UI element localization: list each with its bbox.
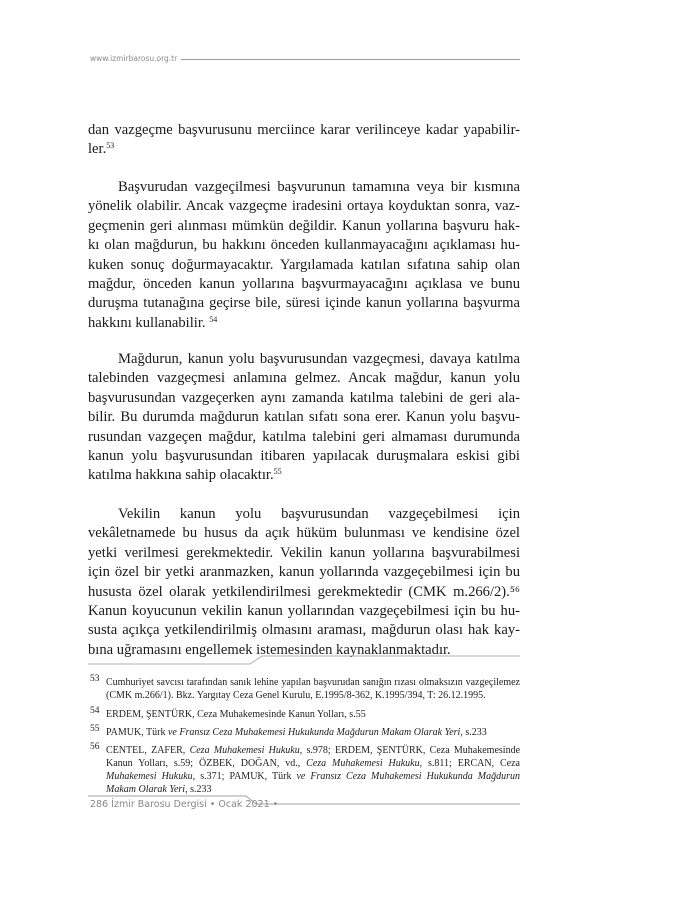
footnote-text [90,708,520,721]
line-text: mağdur, önceden kanun yollarına başvurmayacağını açıklasa ve bunu [88,275,520,292]
citation-text: ERDEM, ŞENTÜRK, Ceza Muhakemesinde Kanun Yolları, s.55 [106,709,366,720]
line-text: rusundan vazgeçen mağdur, katılma talebini geri almaması durumunda [88,428,520,445]
line-text: yetki verilmesi gerekmektedir. Vekilin kanun yollarına başvurabilmesi [88,544,520,561]
line-text: yönelik olabilir. Ancak vazgeçme iradesini ortaya koyduktan sonra, vaz- [88,198,520,215]
citation-text: s.978; ERDEM, ŞENTÜRK, Ceza Muhakemesinde Kanun Yolları, s.59; ÖZBEK, DOĞAN, vd., [106,745,521,769]
line-text: kuken sonuç doğurmayacaktır. Yargılamada katılan sıfatına sahip olan [88,256,520,273]
line-text: talebinden vazgeçmesi anlamına gelmez. Ancak mağdur, kanun yolu [88,370,520,387]
citation-text: s.233 [462,727,487,738]
footnote-number: 56 [90,742,100,752]
italic-citation: ve Fransız Ceza Muhakemesi Hukukunda Mağdurun Makam Olarak Yeri, [167,727,463,738]
line-text: kanun yolu başvurusundan itibaren yapılacak duruşmalara eskisi gibi [88,447,520,464]
citation-text: s.811; ERCAN, Ceza [422,758,520,769]
line-text: Kanun koyucunun vekilin kanun yollarından vazgeçebilmesi için bu hu- [88,602,520,619]
line-text: vekâletnamede bu husus da açık hüküm bulunması ve kendisine özel [88,525,520,542]
line-text: için özel bir yetki aranmazken, kanun yollarında vazgeçebilmesi için bu [88,564,520,581]
line-text: hususta özel olarak yetkilendirilmesi gerekmektedir (CMK m.266/2).⁵⁶ [88,583,520,600]
footnote-text [90,676,520,702]
footnote [90,726,520,739]
footnote-ref[interactable]: 55 [273,467,282,477]
line-text: Mağdurun, kanun yolu başvurusundan vazgeçmesi, davaya katılma [118,351,520,367]
line-text: ler. [88,141,107,158]
line-text: geçmenin geri alınması mümkün değildir. Kanun yollarına başvuru hak- [88,217,520,234]
footnote-ref[interactable]: 54 [209,314,218,324]
line-text: susta açıkça yetkilendirilmiş olmasını araması, mağdurun olası hak kay- [88,622,520,639]
footnote [90,676,520,702]
citation-text: s.371; PAMUK, Türk [195,771,297,782]
footer-text: 286 İzmir Barosu Dergisi • Ocak 2021 • [90,799,279,810]
citation-text: PAMUK, Türk [106,727,168,738]
footnote-number: 54 [90,706,100,716]
line-text: hakkını kullanabilir. [88,314,210,331]
line-text: Vekilin kanun yolu başvurusundan vazgeçebilmesi için [118,506,520,522]
line-text: kı olan mağdurun, bu hakkını önceden kullanmayacağını açıklaması hu- [88,237,520,254]
line-text: dan vazgeçme başvurusunu merciince karar verilinceye kadar yapabilir- [88,122,520,138]
line-text: başvurusundan vazgeçerken aynı zamanda katılma talebini de geri ala- [88,389,520,406]
citation-text: CENTEL, ZAFER, [106,745,190,756]
footnote-ref[interactable]: 53 [106,141,115,151]
footnote [90,744,520,796]
italic-citation: Muhakemesi Hukuku, [106,771,196,782]
line-text: katılma hakkına sahip olacaktır. [88,467,274,484]
footnote-number: 55 [90,724,100,734]
footnote-number: 53 [90,674,100,684]
italic-citation: Ceza Muhakemesi Hukuku, [306,758,423,769]
line-text: Başvurudan vazgeçilmesi başvurunun tamamına veya bir kısmına [118,179,520,195]
citation-text: s.233 [187,784,212,795]
header-site-url: www.izmirbarosu.org.tr [90,54,178,63]
footnote-text [90,744,520,796]
italic-citation: ve Fransız Ceza Muhakemesi Hukukunda Mağdurun Makam Olarak Yeri, [106,771,520,795]
line-text: duruşma tutanağına geçirse bile, süresi içinde kanun yollarına başvurma [88,295,520,312]
italic-citation: Ceza Muhakemesi Hukuku, [189,745,303,756]
line-text: bına uğramasını engellemek istemesinden kaynaklanmaktadır. [88,641,451,658]
footnote-text [90,726,520,739]
line-text: bilir. Bu durumda mağdurun katılan sıfatı sona erer. Kanun yolu başvu- [88,409,520,426]
footnote [90,708,520,721]
citation-text: Cumhuriyet savcısı tarafından sanık lehine yapılan başvurudan sanığın rızası olmaksızın vazgeçilemez (CMK m.266/1). Bkz. Yargıtay Ceza Genel Kurulu, E.1995/8-362, K.1995/394, T: 26.12.1995. [106,677,520,701]
